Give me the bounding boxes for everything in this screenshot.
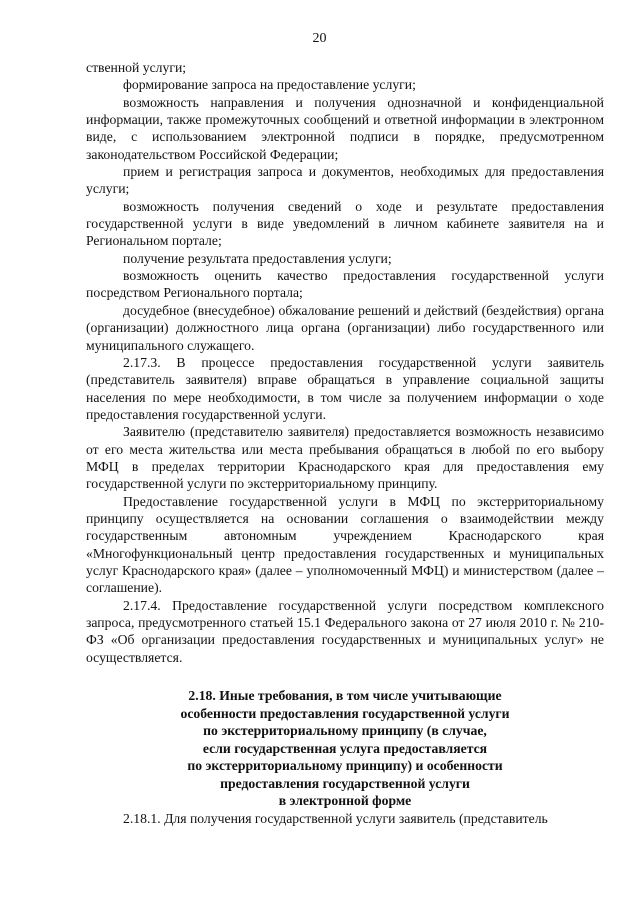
- paragraph: 2.18.1. Для получения государственной услуги заявитель (представитель: [123, 810, 548, 826]
- paragraph: Заявителю (представителю заявителя) предоставляется возможность независимо от его места жительства или места пребывания обращаться в любой по его выбору МФЦ в пределах территории Краснодарского края для предоставления ему государственной услуги по экстерриториальному принципу.: [86, 424, 604, 492]
- paragraph: Предоставление государственной услуги в МФЦ по экстерриториальному принципу осуществляется на основании соглашения о взаимодействии между государственным автономным учреждением Краснодарского края «Многофункциональный центр предоставления государственных и муниципальных услуг Краснодарского края» (далее – уполномоченный МФЦ) и министерством (далее – соглашение).: [86, 493, 604, 596]
- paragraph: формирование запроса на предоставление услуги;: [123, 77, 416, 93]
- heading-line: если государственная услуга предоставляется: [202, 740, 488, 756]
- paragraph: возможность оценить качество предоставления государственной услуги посредством Регионального портала;: [86, 268, 604, 301]
- paragraph: прием и регистрация запроса и документов, необходимых для предоставления услуги;: [86, 164, 604, 197]
- paragraph: 2.17.3. В процессе предоставления государственной услуги заявитель (представитель заявителя) вправе обращаться в управление социальной защиты населения по мере необходимости, в том числе за получением информации о ходе предоставления государственной услуги.: [86, 354, 604, 422]
- page-number: 20: [312, 31, 327, 46]
- heading-line: по экстерриториальному принципу) и особенности: [187, 758, 503, 774]
- paragraph: получение результата предоставления услуги;: [123, 250, 392, 266]
- heading-line: 2.18. Иные требования, в том числе учитывающие: [188, 688, 502, 704]
- section-heading: [86, 687, 604, 810]
- document-body: [86, 59, 604, 827]
- paragraph: досудебное (внесудебное) обжалование решений и действий (бездействия) органа (организации) должностного лица органа (организации) либо государственного или муниципального служащего.: [86, 302, 604, 353]
- paragraph: 2.17.4. Предоставление государственной услуги посредством комплексного запроса, предусмотренного статьей 15.1 Федерального закона от 27 июля 2010 г. № 210-ФЗ «Об организации предоставления государственных и муниципальных услуг» не осуществляется.: [86, 597, 604, 665]
- heading-line: предоставления государственной услуги: [220, 775, 470, 791]
- heading-line: по экстерриториальному принципу (в случае,: [203, 723, 487, 739]
- heading-line: особенности предоставления государственной услуги: [180, 705, 510, 721]
- heading-line: в электронной форме: [278, 793, 412, 809]
- paragraph: возможность направления и получения однозначной и конфиденциальной информации, также промежуточных сообщений и ответной информации в электронном виде, с использованием электронной подписи в порядке, предусмотренном законодательством Российской Федерации;: [86, 94, 604, 162]
- paragraph: ственной услуги;: [86, 60, 187, 75]
- paragraph: возможность получения сведений о ходе и результате предоставления государственной услуги в виде уведомлений в личном кабинете заявителя на и Региональном портале;: [86, 198, 604, 249]
